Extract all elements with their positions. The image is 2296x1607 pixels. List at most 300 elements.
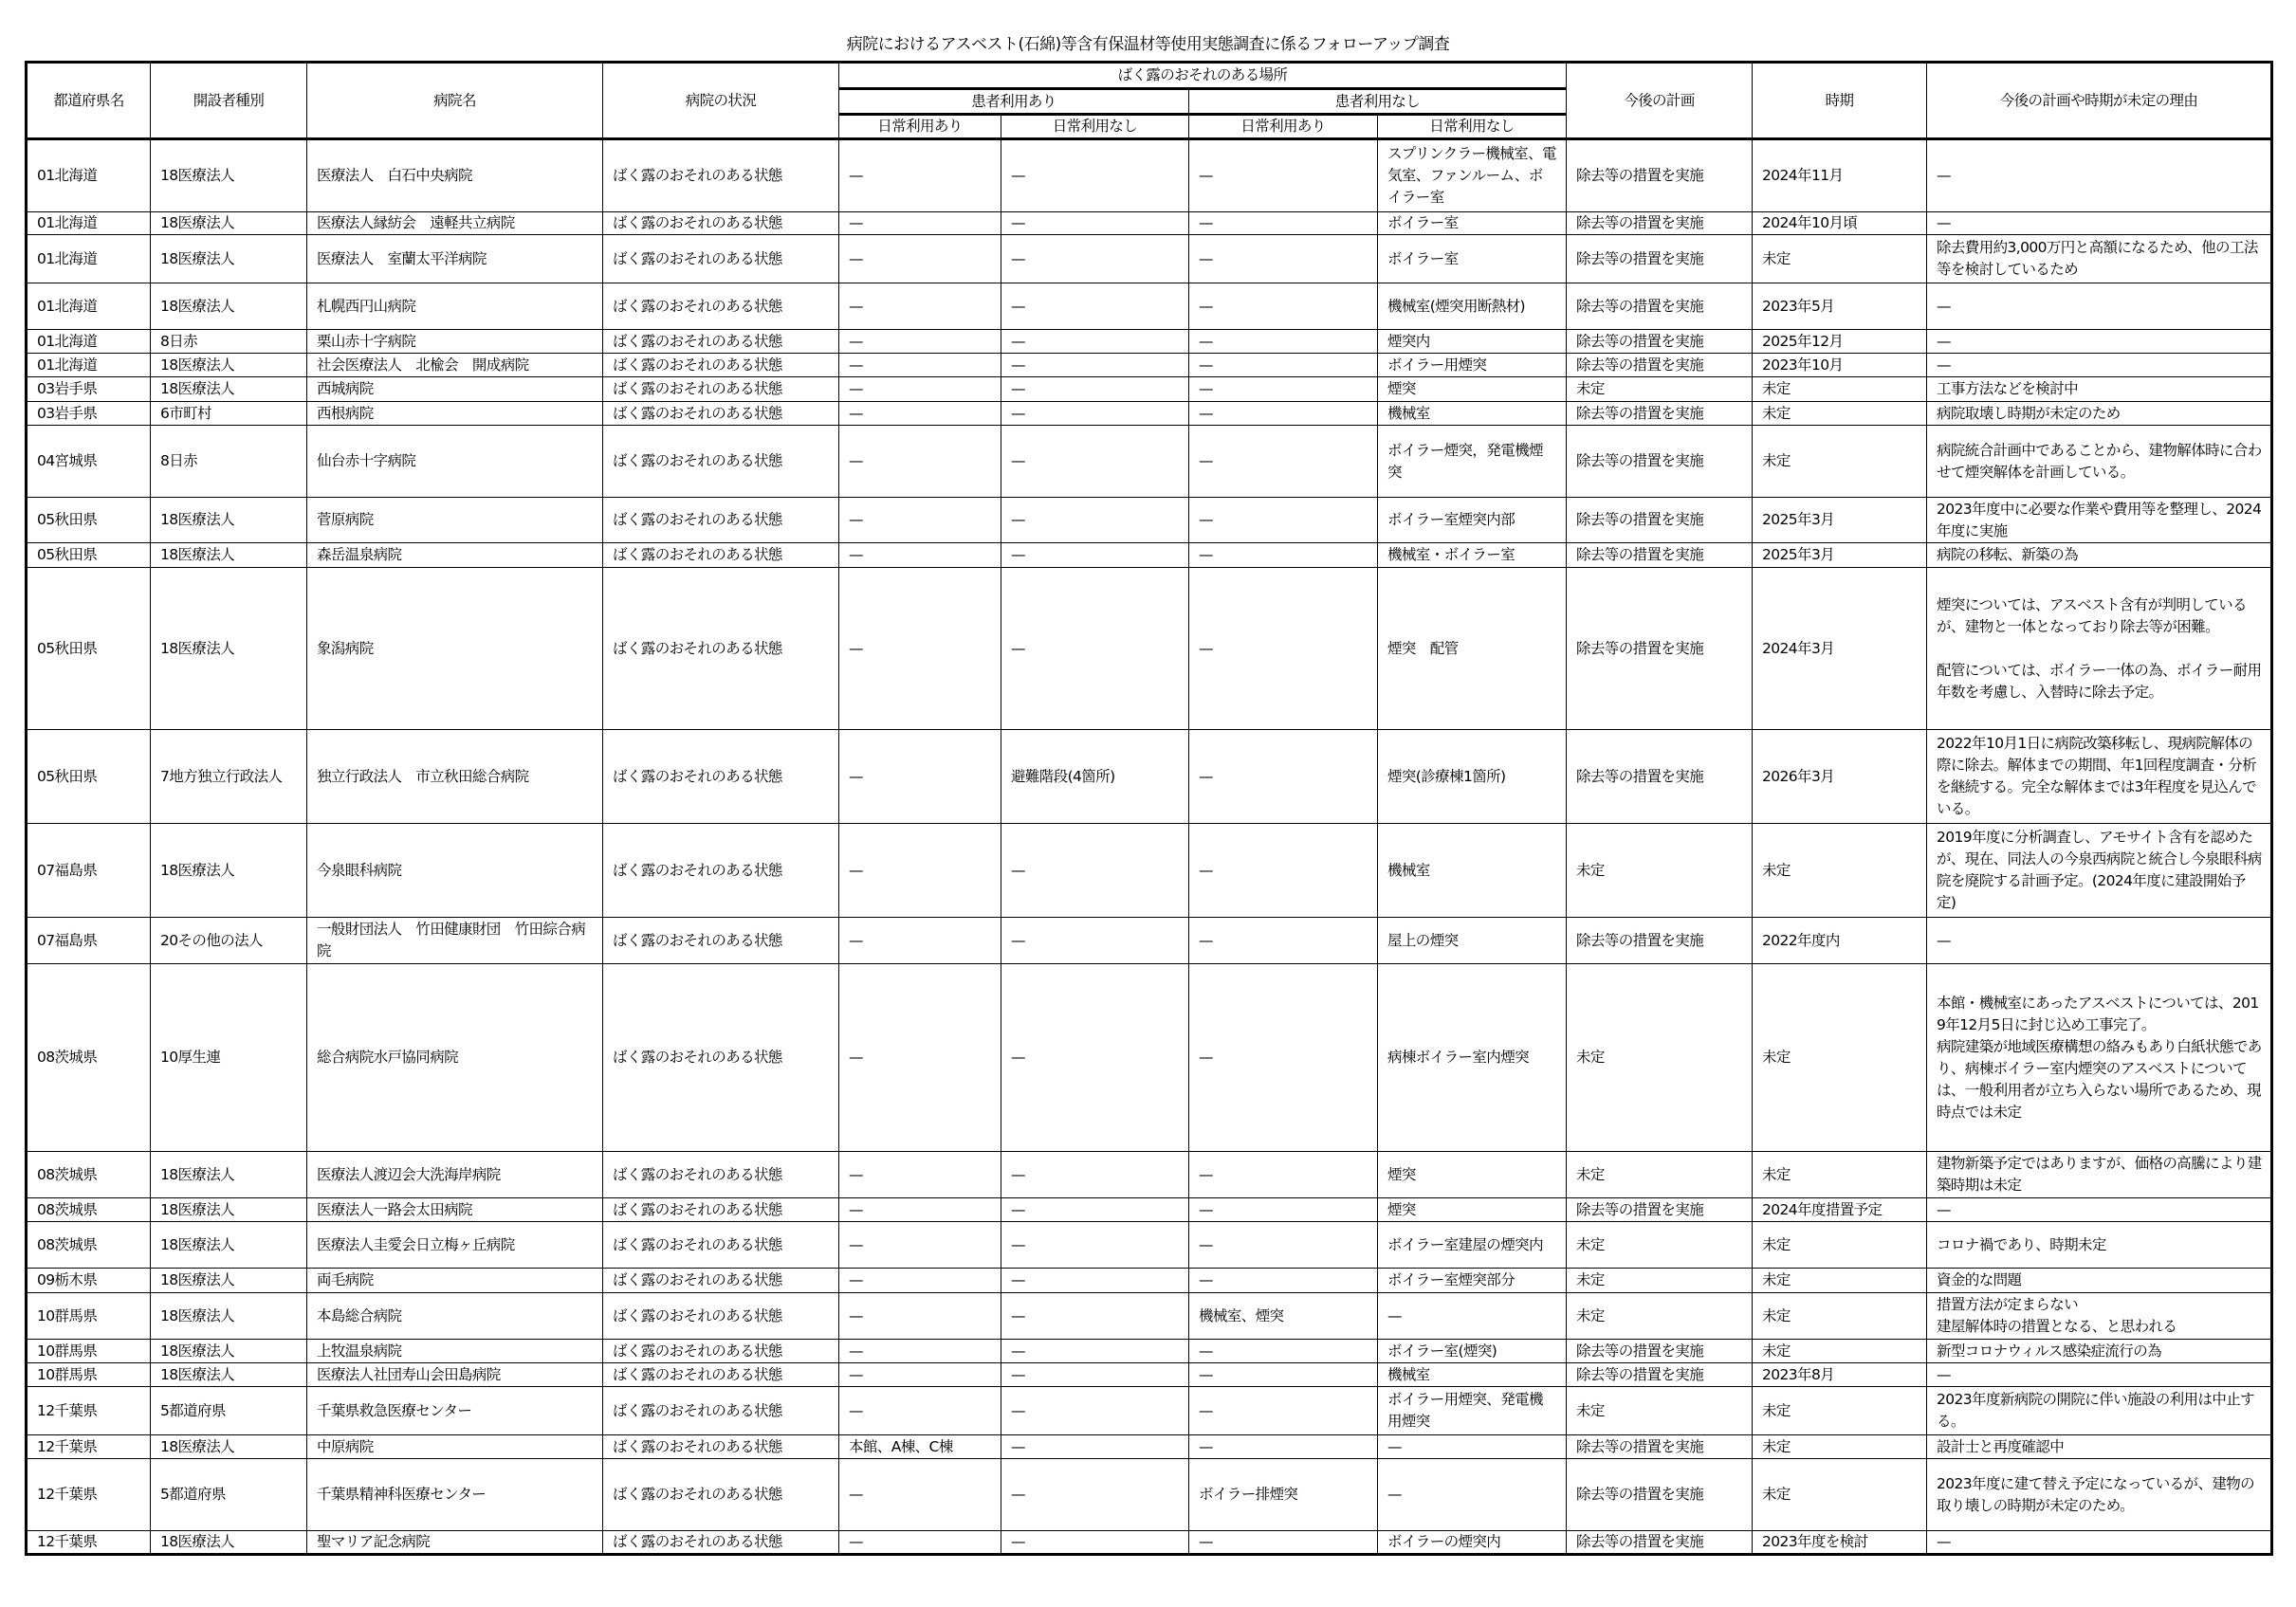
table-row: [27, 402, 2272, 426]
founder-type-cell: 18医療法人: [151, 354, 307, 377]
nonpatient-daily-use-cell: —: [1189, 1222, 1378, 1269]
hospital-name-cell: 本島総合病院: [307, 1293, 603, 1340]
timing-cell: 2023年5月: [1753, 283, 1927, 330]
header-prefecture: 都道府県名: [27, 63, 151, 139]
status-cell: ばく露のおそれのある状態: [603, 918, 839, 964]
future-plan-cell: 除去等の措置を実施: [1567, 402, 1753, 426]
future-plan-cell: 除去等の措置を実施: [1567, 1340, 1753, 1363]
prefecture-cell: 07福島県: [27, 918, 151, 964]
table-row: [27, 330, 2272, 354]
nonpatient-daily-use-cell: —: [1189, 212, 1378, 235]
timing-cell: 未定: [1753, 824, 1927, 918]
patient-nondaily-use-cell: —: [1001, 354, 1189, 377]
hospital-name-cell: 医療法人社団寿山会田島病院: [307, 1363, 603, 1387]
timing-cell: 2026年3月: [1753, 730, 1927, 824]
prefecture-cell: 01北海道: [27, 354, 151, 377]
patient-daily-use-cell: —: [839, 1222, 1001, 1269]
status-cell: ばく露のおそれのある状態: [603, 568, 839, 730]
nonpatient-daily-use-cell: —: [1189, 824, 1378, 918]
founder-type-cell: 18医療法人: [151, 1222, 307, 1269]
status-cell: ばく露のおそれのある状態: [603, 1152, 839, 1198]
timing-cell: 2025年3月: [1753, 498, 1927, 543]
status-cell: ばく露のおそれのある状態: [603, 1269, 839, 1293]
nonpatient-nondaily-use-cell: 煙突: [1378, 1198, 1567, 1222]
nonpatient-daily-use-cell: —: [1189, 730, 1378, 824]
nonpatient-nondaily-use-cell: —: [1378, 1459, 1567, 1531]
patient-daily-use-cell: —: [839, 1387, 1001, 1435]
timing-cell: 未定: [1753, 1387, 1927, 1435]
table-row: [27, 377, 2272, 402]
patient-nondaily-use-cell: —: [1001, 824, 1189, 918]
nonpatient-nondaily-use-cell: 機械室(煙突用断熱材): [1378, 283, 1567, 330]
hospital-name-cell: 上牧温泉病院: [307, 1340, 603, 1363]
timing-cell: 2025年3月: [1753, 543, 1927, 568]
founder-type-cell: 18医療法人: [151, 1198, 307, 1222]
patient-nondaily-use-cell: —: [1001, 1152, 1189, 1198]
patient-daily-use-cell: —: [839, 402, 1001, 426]
timing-cell: 未定: [1753, 402, 1927, 426]
reason-cell: 2022年10月1日に病院改築移転し、現病院解体の際に除去。解体までの期間、年1回程度調査・分析を継続する。完全な解体までは3年程度を見込んでいる。: [1927, 730, 2272, 824]
future-plan-cell: 除去等の措置を実施: [1567, 543, 1753, 568]
prefecture-cell: 03岩手県: [27, 402, 151, 426]
prefecture-cell: 05秋田県: [27, 543, 151, 568]
nonpatient-nondaily-use-cell: ボイラー室建屋の煙突内: [1378, 1222, 1567, 1269]
patient-nondaily-use-cell: —: [1001, 283, 1189, 330]
future-plan-cell: 除去等の措置を実施: [1567, 918, 1753, 964]
timing-cell: 2024年10月頃: [1753, 212, 1927, 235]
future-plan-cell: 除去等の措置を実施: [1567, 730, 1753, 824]
founder-type-cell: 18医療法人: [151, 1152, 307, 1198]
status-cell: ばく露のおそれのある状態: [603, 1198, 839, 1222]
patient-nondaily-use-cell: —: [1001, 426, 1189, 498]
hospital-name-cell: 医療法人 室蘭太平洋病院: [307, 235, 603, 283]
nonpatient-daily-use-cell: —: [1189, 498, 1378, 543]
prefecture-cell: 04宮城県: [27, 426, 151, 498]
patient-daily-use-cell: —: [839, 377, 1001, 402]
hospital-name-cell: 中原病院: [307, 1435, 603, 1459]
patient-daily-use-cell: —: [839, 1152, 1001, 1198]
future-plan-cell: 未定: [1567, 1293, 1753, 1340]
header-daily-use-no: 日常利用なし: [1378, 115, 1567, 139]
prefecture-cell: 01北海道: [27, 283, 151, 330]
patient-nondaily-use-cell: —: [1001, 543, 1189, 568]
hospital-name-cell: 仙台赤十字病院: [307, 426, 603, 498]
prefecture-cell: 09栃木県: [27, 1269, 151, 1293]
table-row: [27, 1387, 2272, 1435]
timing-cell: 未定: [1753, 1340, 1927, 1363]
reason-cell: 除去費用約3,000万円と高額になるため、他の工法等を検討しているため: [1927, 235, 2272, 283]
prefecture-cell: 05秋田県: [27, 730, 151, 824]
hospital-name-cell: 今泉眼科病院: [307, 824, 603, 918]
prefecture-cell: 08茨城県: [27, 964, 151, 1152]
reason-cell: —: [1927, 918, 2272, 964]
nonpatient-nondaily-use-cell: ボイラーの煙突内: [1378, 1531, 1567, 1555]
prefecture-cell: 10群馬県: [27, 1340, 151, 1363]
reason-cell: —: [1927, 212, 2272, 235]
nonpatient-daily-use-cell: —: [1189, 964, 1378, 1152]
status-cell: ばく露のおそれのある状態: [603, 1340, 839, 1363]
status-cell: ばく露のおそれのある状態: [603, 498, 839, 543]
hospital-name-cell: 医療法人縁紡会 遠軽共立病院: [307, 212, 603, 235]
reason-cell: 病院の移転、新築の為: [1927, 543, 2272, 568]
table-row: [27, 568, 2272, 730]
hospital-name-cell: 社会医療法人 北楡会 開成病院: [307, 354, 603, 377]
table-row: [27, 139, 2272, 212]
patient-daily-use-cell: —: [839, 824, 1001, 918]
nonpatient-daily-use-cell: —: [1189, 1531, 1378, 1555]
hospital-name-cell: 西根病院: [307, 402, 603, 426]
nonpatient-nondaily-use-cell: ボイラー室: [1378, 235, 1567, 283]
patient-nondaily-use-cell: —: [1001, 377, 1189, 402]
patient-nondaily-use-cell: —: [1001, 964, 1189, 1152]
hospital-name-cell: 西城病院: [307, 377, 603, 402]
founder-type-cell: 18医療法人: [151, 1293, 307, 1340]
prefecture-cell: 08茨城県: [27, 1198, 151, 1222]
reason-cell: —: [1927, 1363, 2272, 1387]
prefecture-cell: 12千葉県: [27, 1435, 151, 1459]
nonpatient-daily-use-cell: —: [1189, 426, 1378, 498]
nonpatient-nondaily-use-cell: 病棟ボイラー室内煙突: [1378, 964, 1567, 1152]
timing-cell: 未定: [1753, 426, 1927, 498]
patient-daily-use-cell: —: [839, 543, 1001, 568]
timing-cell: 未定: [1753, 1222, 1927, 1269]
patient-nondaily-use-cell: —: [1001, 1222, 1189, 1269]
hospital-name-cell: 医療法人渡辺会大洗海岸病院: [307, 1152, 603, 1198]
table-row: [27, 235, 2272, 283]
nonpatient-nondaily-use-cell: 煙突: [1378, 1152, 1567, 1198]
future-plan-cell: 未定: [1567, 964, 1753, 1152]
hospital-name-cell: 両毛病院: [307, 1269, 603, 1293]
table-row: [27, 964, 2272, 1152]
patient-daily-use-cell: —: [839, 212, 1001, 235]
patient-daily-use-cell: —: [839, 1269, 1001, 1293]
nonpatient-nondaily-use-cell: ボイラー室煙突部分: [1378, 1269, 1567, 1293]
table-row: [27, 543, 2272, 568]
future-plan-cell: 未定: [1567, 1152, 1753, 1198]
reason-cell: —: [1927, 330, 2272, 354]
status-cell: ばく露のおそれのある状態: [603, 426, 839, 498]
prefecture-cell: 05秋田県: [27, 498, 151, 543]
survey-table: [25, 61, 2273, 1556]
reason-cell: 病院統合計画中であることから、建物解体時に合わせて煙突解体を計画している。: [1927, 426, 2272, 498]
hospital-name-cell: 一般財団法人 竹田健康財団 竹田綜合病院: [307, 918, 603, 964]
timing-cell: 未定: [1753, 1269, 1927, 1293]
nonpatient-nondaily-use-cell: 機械室: [1378, 1363, 1567, 1387]
patient-daily-use-cell: —: [839, 498, 1001, 543]
status-cell: ばく露のおそれのある状態: [603, 824, 839, 918]
future-plan-cell: 未定: [1567, 824, 1753, 918]
nonpatient-daily-use-cell: —: [1189, 1269, 1378, 1293]
patient-nondaily-use-cell: —: [1001, 139, 1189, 212]
patient-nondaily-use-cell: —: [1001, 918, 1189, 964]
header-future-plan: 今後の計画: [1567, 63, 1753, 139]
patient-daily-use-cell: —: [839, 964, 1001, 1152]
status-cell: ばく露のおそれのある状態: [603, 377, 839, 402]
reason-cell: コロナ禍であり、時期未定: [1927, 1222, 2272, 1269]
nonpatient-nondaily-use-cell: 屋上の煙突: [1378, 918, 1567, 964]
nonpatient-nondaily-use-cell: —: [1378, 1293, 1567, 1340]
header-daily-use-no: 日常利用なし: [1001, 115, 1189, 139]
table-row: [27, 1152, 2272, 1198]
future-plan-cell: 除去等の措置を実施: [1567, 568, 1753, 730]
patient-daily-use-cell: 本館、A棟、C棟: [839, 1435, 1001, 1459]
hospital-name-cell: 菅原病院: [307, 498, 603, 543]
founder-type-cell: 18医療法人: [151, 568, 307, 730]
patient-nondaily-use-cell: —: [1001, 498, 1189, 543]
founder-type-cell: 18医療法人: [151, 543, 307, 568]
header-reason: 今後の計画や時期が未定の理由: [1927, 63, 2272, 139]
timing-cell: 2023年10月: [1753, 354, 1927, 377]
prefecture-cell: 12千葉県: [27, 1459, 151, 1531]
founder-type-cell: 5都道府県: [151, 1387, 307, 1435]
timing-cell: 未定: [1753, 1152, 1927, 1198]
reason-cell: 2023年度新病院の開院に伴い施設の利用は中止する。: [1927, 1387, 2272, 1435]
reason-cell: 2019年度に分析調査し、アモサイト含有を認めたが、現在、同法人の今泉西病院と統合し今泉眼科病院を廃院する計画予定。(2024年度に建設開始予定): [1927, 824, 2272, 918]
reason-cell: —: [1927, 1198, 2272, 1222]
patient-daily-use-cell: —: [839, 330, 1001, 354]
nonpatient-nondaily-use-cell: ボイラー室: [1378, 212, 1567, 235]
timing-cell: 未定: [1753, 1459, 1927, 1531]
patient-daily-use-cell: —: [839, 1363, 1001, 1387]
nonpatient-nondaily-use-cell: —: [1378, 1435, 1567, 1459]
nonpatient-nondaily-use-cell: 煙突: [1378, 377, 1567, 402]
nonpatient-daily-use-cell: —: [1189, 354, 1378, 377]
table-header: [27, 63, 2272, 139]
patient-nondaily-use-cell: —: [1001, 1293, 1189, 1340]
nonpatient-nondaily-use-cell: 機械室: [1378, 824, 1567, 918]
timing-cell: 2025年12月: [1753, 330, 1927, 354]
table-row: [27, 824, 2272, 918]
future-plan-cell: 除去等の措置を実施: [1567, 1531, 1753, 1555]
prefecture-cell: 03岩手県: [27, 377, 151, 402]
founder-type-cell: 18医療法人: [151, 212, 307, 235]
status-cell: ばく露のおそれのある状態: [603, 1435, 839, 1459]
founder-type-cell: 7地方独立行政法人: [151, 730, 307, 824]
nonpatient-nondaily-use-cell: 機械室・ボイラー室: [1378, 543, 1567, 568]
patient-daily-use-cell: —: [839, 730, 1001, 824]
reason-cell: 煙突については、アスベスト含有が判明しているが、建物と一体となっており除去等が困難。 配管については、ボイラー一体の為、ボイラー耐用年数を考慮し、入替時に除去予定。: [1927, 568, 2272, 730]
nonpatient-daily-use-cell: 機械室、煙突: [1189, 1293, 1378, 1340]
nonpatient-daily-use-cell: —: [1189, 918, 1378, 964]
prefecture-cell: 01北海道: [27, 235, 151, 283]
reason-cell: 2023年度に建て替え予定になっているが、建物の取り壊しの時期が未定のため。: [1927, 1459, 2272, 1531]
timing-cell: 2023年度を検討: [1753, 1531, 1927, 1555]
status-cell: ばく露のおそれのある状態: [603, 1363, 839, 1387]
prefecture-cell: 08茨城県: [27, 1222, 151, 1269]
founder-type-cell: 20その他の法人: [151, 918, 307, 964]
reason-cell: 措置方法が定まらない 建屋解体時の措置となる、と思われる: [1927, 1293, 2272, 1340]
table-row: [27, 426, 2272, 498]
prefecture-cell: 10群馬県: [27, 1293, 151, 1340]
nonpatient-nondaily-use-cell: 煙突内: [1378, 330, 1567, 354]
hospital-name-cell: 千葉県精神科医療センター: [307, 1459, 603, 1531]
table-row: [27, 283, 2272, 330]
timing-cell: 2022年度内: [1753, 918, 1927, 964]
founder-type-cell: 18医療法人: [151, 377, 307, 402]
header-daily-use-yes: 日常利用あり: [839, 115, 1001, 139]
founder-type-cell: 18医療法人: [151, 1340, 307, 1363]
table-row: [27, 354, 2272, 377]
table-row: [27, 1340, 2272, 1363]
reason-cell: 建物新築予定ではありますが、価格の高騰により建築時期は未定: [1927, 1152, 2272, 1198]
prefecture-cell: 10群馬県: [27, 1363, 151, 1387]
patient-daily-use-cell: —: [839, 1340, 1001, 1363]
nonpatient-nondaily-use-cell: ボイラー煙突，発電機煙突: [1378, 426, 1567, 498]
future-plan-cell: 除去等の措置を実施: [1567, 330, 1753, 354]
future-plan-cell: 除去等の措置を実施: [1567, 139, 1753, 212]
nonpatient-daily-use-cell: —: [1189, 1152, 1378, 1198]
founder-type-cell: 5都道府県: [151, 1459, 307, 1531]
nonpatient-nondaily-use-cell: 煙突 配管: [1378, 568, 1567, 730]
reason-cell: 新型コロナウィルス感染症流行の為: [1927, 1340, 2272, 1363]
hospital-name-cell: 札幌西円山病院: [307, 283, 603, 330]
header-daily-use-yes: 日常利用あり: [1189, 115, 1378, 139]
nonpatient-daily-use-cell: —: [1189, 139, 1378, 212]
prefecture-cell: 05秋田県: [27, 568, 151, 730]
patient-daily-use-cell: —: [839, 1293, 1001, 1340]
future-plan-cell: 除去等の措置を実施: [1567, 426, 1753, 498]
prefecture-cell: 01北海道: [27, 212, 151, 235]
founder-type-cell: 6市町村: [151, 402, 307, 426]
patient-nondaily-use-cell: —: [1001, 1459, 1189, 1531]
status-cell: ばく露のおそれのある状態: [603, 543, 839, 568]
status-cell: ばく露のおそれのある状態: [603, 402, 839, 426]
status-cell: ばく露のおそれのある状態: [603, 1531, 839, 1555]
hospital-name-cell: 医療法人圭愛会日立梅ヶ丘病院: [307, 1222, 603, 1269]
patient-nondaily-use-cell: —: [1001, 1435, 1189, 1459]
founder-type-cell: 8日赤: [151, 330, 307, 354]
patient-nondaily-use-cell: —: [1001, 1340, 1189, 1363]
hospital-name-cell: 象潟病院: [307, 568, 603, 730]
patient-nondaily-use-cell: —: [1001, 1387, 1189, 1435]
status-cell: ばく露のおそれのある状態: [603, 212, 839, 235]
timing-cell: 未定: [1753, 1293, 1927, 1340]
nonpatient-daily-use-cell: —: [1189, 568, 1378, 730]
table-row: [27, 1293, 2272, 1340]
header-timing: 時期: [1753, 63, 1927, 139]
table-row: [27, 1222, 2272, 1269]
status-cell: ばく露のおそれのある状態: [603, 330, 839, 354]
nonpatient-nondaily-use-cell: ボイラー室煙突内部: [1378, 498, 1567, 543]
patient-daily-use-cell: —: [839, 918, 1001, 964]
future-plan-cell: 除去等の措置を実施: [1567, 1435, 1753, 1459]
timing-cell: 2024年3月: [1753, 568, 1927, 730]
nonpatient-nondaily-use-cell: ボイラー用煙突: [1378, 354, 1567, 377]
founder-type-cell: 18医療法人: [151, 1531, 307, 1555]
nonpatient-nondaily-use-cell: スプリンクラー機械室、電気室、ファンルーム、ボイラー室: [1378, 139, 1567, 212]
patient-daily-use-cell: —: [839, 426, 1001, 498]
table-body: [27, 139, 2272, 1555]
reason-cell: 資金的な問題: [1927, 1269, 2272, 1293]
nonpatient-daily-use-cell: —: [1189, 283, 1378, 330]
table-row: [27, 1363, 2272, 1387]
future-plan-cell: 除去等の措置を実施: [1567, 1459, 1753, 1531]
nonpatient-daily-use-cell: ボイラー排煙突: [1189, 1459, 1378, 1531]
timing-cell: 未定: [1753, 964, 1927, 1152]
nonpatient-daily-use-cell: —: [1189, 1435, 1378, 1459]
status-cell: ばく露のおそれのある状態: [603, 730, 839, 824]
future-plan-cell: 除去等の措置を実施: [1567, 235, 1753, 283]
founder-type-cell: 18医療法人: [151, 235, 307, 283]
patient-nondaily-use-cell: —: [1001, 1531, 1189, 1555]
patient-nondaily-use-cell: —: [1001, 212, 1189, 235]
header-patient-use-yes: 患者利用あり: [839, 89, 1189, 115]
timing-cell: 未定: [1753, 377, 1927, 402]
prefecture-cell: 07福島県: [27, 824, 151, 918]
patient-daily-use-cell: —: [839, 235, 1001, 283]
hospital-name-cell: 独立行政法人 市立秋田総合病院: [307, 730, 603, 824]
future-plan-cell: 未定: [1567, 377, 1753, 402]
timing-cell: 2024年度措置予定: [1753, 1198, 1927, 1222]
nonpatient-daily-use-cell: —: [1189, 377, 1378, 402]
founder-type-cell: 18医療法人: [151, 498, 307, 543]
patient-nondaily-use-cell: —: [1001, 1269, 1189, 1293]
status-cell: ばく露のおそれのある状態: [603, 283, 839, 330]
reason-cell: 2023年度中に必要な作業や費用等を整理し、2024年度に実施: [1927, 498, 2272, 543]
prefecture-cell: 12千葉県: [27, 1387, 151, 1435]
table-row: [27, 212, 2272, 235]
reason-cell: 本館・機械室にあったアスベストについては、2019年12月5日に封じ込め工事完了。 病院建築が地域医療構想の絡みもあり白紙状態であり、病棟ボイラー室内煙突のアスベストについては、一般利用者が立ち入らない場所であるため、現時点では未定: [1927, 964, 2272, 1152]
table-row: [27, 1459, 2272, 1531]
table-row: [27, 1435, 2272, 1459]
patient-daily-use-cell: —: [839, 139, 1001, 212]
header-status: 病院の状況: [603, 63, 839, 139]
patient-daily-use-cell: —: [839, 1531, 1001, 1555]
patient-daily-use-cell: —: [839, 1459, 1001, 1531]
document-title: 病院におけるアスベスト(石綿)等含有保温材等使用実態調査に係るフォローアップ調査: [846, 35, 1450, 54]
patient-nondaily-use-cell: 避難階段(4箇所): [1001, 730, 1189, 824]
prefecture-cell: 12千葉県: [27, 1531, 151, 1555]
table-row: [27, 1198, 2272, 1222]
nonpatient-daily-use-cell: —: [1189, 1363, 1378, 1387]
hospital-name-cell: 千葉県救急医療センター: [307, 1387, 603, 1435]
prefecture-cell: 01北海道: [27, 139, 151, 212]
header-patient-use-no: 患者利用なし: [1189, 89, 1567, 115]
hospital-name-cell: 医療法人一路会太田病院: [307, 1198, 603, 1222]
status-cell: ばく露のおそれのある状態: [603, 354, 839, 377]
timing-cell: 2024年11月: [1753, 139, 1927, 212]
hospital-name-cell: 総合病院水戸協同病院: [307, 964, 603, 1152]
table-row: [27, 918, 2272, 964]
status-cell: ばく露のおそれのある状態: [603, 235, 839, 283]
founder-type-cell: 10厚生連: [151, 964, 307, 1152]
patient-nondaily-use-cell: —: [1001, 1363, 1189, 1387]
patient-nondaily-use-cell: —: [1001, 568, 1189, 730]
founder-type-cell: 18医療法人: [151, 824, 307, 918]
patient-daily-use-cell: —: [839, 568, 1001, 730]
timing-cell: 2023年8月: [1753, 1363, 1927, 1387]
status-cell: ばく露のおそれのある状態: [603, 1293, 839, 1340]
status-cell: ばく露のおそれのある状態: [603, 1222, 839, 1269]
nonpatient-daily-use-cell: —: [1189, 1198, 1378, 1222]
future-plan-cell: 除去等の措置を実施: [1567, 1363, 1753, 1387]
future-plan-cell: 除去等の措置を実施: [1567, 1198, 1753, 1222]
nonpatient-daily-use-cell: —: [1189, 543, 1378, 568]
reason-cell: 工事方法などを検討中: [1927, 377, 2272, 402]
reason-cell: —: [1927, 283, 2272, 330]
hospital-name-cell: 医療法人 白石中央病院: [307, 139, 603, 212]
nonpatient-daily-use-cell: —: [1189, 1387, 1378, 1435]
founder-type-cell: 18医療法人: [151, 139, 307, 212]
nonpatient-nondaily-use-cell: ボイラー用煙突、発電機用煙突: [1378, 1387, 1567, 1435]
timing-cell: 未定: [1753, 1435, 1927, 1459]
table-row: [27, 730, 2272, 824]
status-cell: ばく露のおそれのある状態: [603, 1387, 839, 1435]
hospital-name-cell: 森岳温泉病院: [307, 543, 603, 568]
nonpatient-nondaily-use-cell: 機械室: [1378, 402, 1567, 426]
header-exposure-location: ばく露のおそれのある場所: [839, 63, 1567, 89]
reason-cell: —: [1927, 1531, 2272, 1555]
